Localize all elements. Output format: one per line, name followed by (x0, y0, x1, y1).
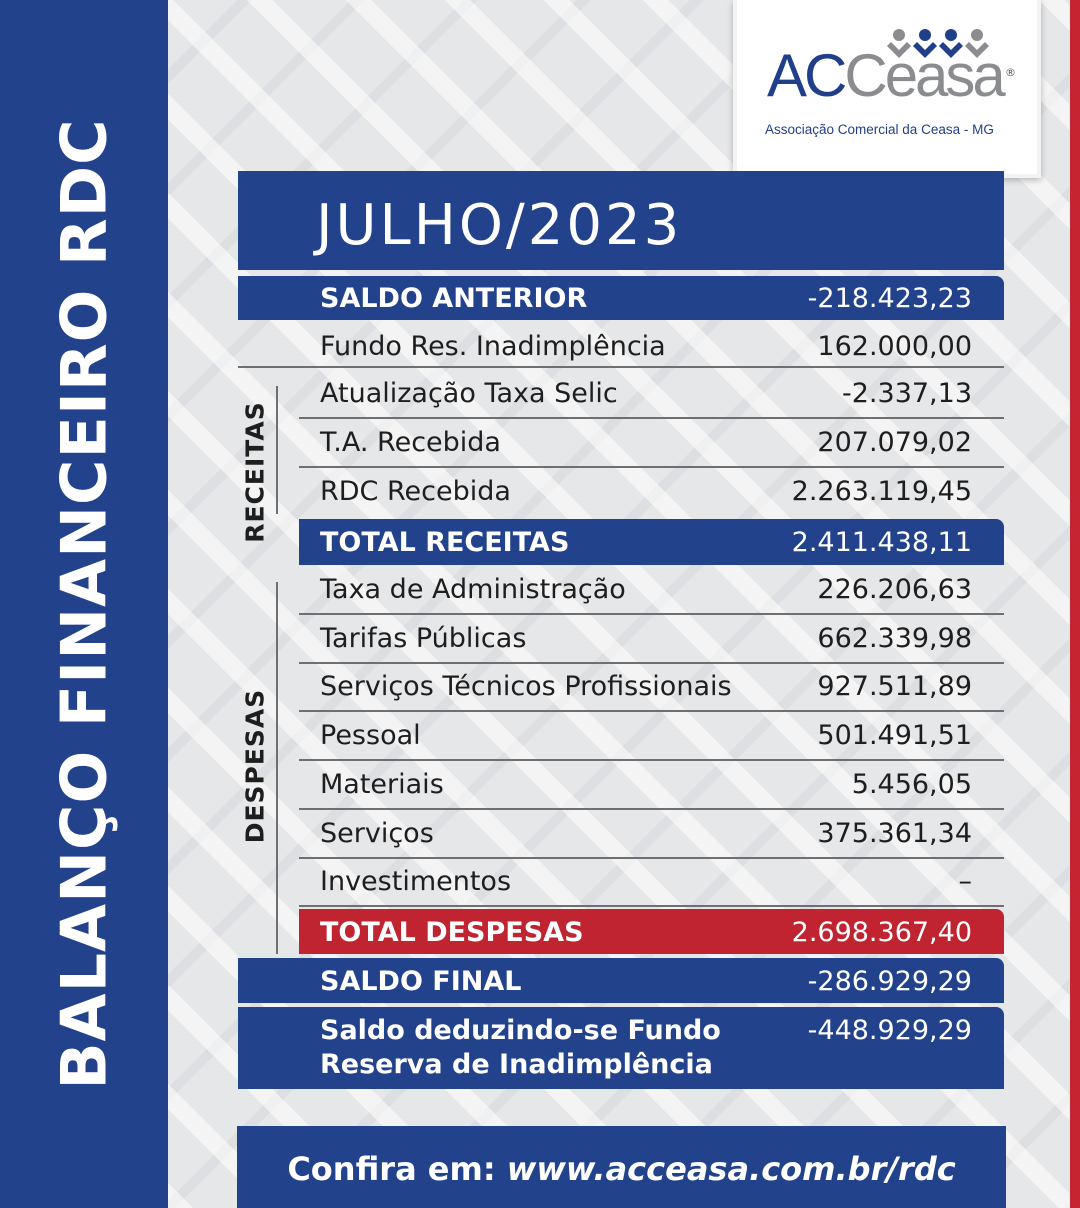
despesa-row (299, 810, 1004, 859)
fundo-label: Fundo Res. Inadimplência (320, 331, 666, 362)
receita-label: T.A. Recebida (320, 427, 501, 458)
despesas-section-label: DESPESAS (240, 688, 270, 844)
saldo-deduzido-row (238, 1007, 1004, 1089)
despesa-row (299, 761, 1004, 810)
receitas-section-label: RECEITAS (240, 401, 270, 543)
saldo-deduzido-label-line1: Saldo deduzindo-se Fundo (320, 1015, 721, 1046)
total-despesas-label: TOTAL DESPESAS (320, 917, 584, 948)
footer-prefix: Confira em: (287, 1150, 507, 1188)
despesas-bracket (276, 582, 278, 954)
despesa-label: Taxa de Administração (320, 574, 626, 605)
despesa-label: Pessoal (320, 720, 421, 751)
receitas-bracket (276, 386, 278, 514)
receita-row (299, 370, 1004, 419)
receita-value: 2.263.119,45 (791, 476, 972, 507)
logo-wordmark (767, 42, 1003, 109)
period-banner (238, 171, 1004, 270)
sidebar-title: BALANÇO FINANCEIRO RDC (47, 118, 121, 1090)
right-red-stripe (1070, 0, 1080, 1208)
despesa-value: 927.511,89 (817, 671, 972, 702)
saldo-deduzido-label-line2: Reserva de Inadimplência (320, 1049, 713, 1080)
sidebar (0, 0, 168, 1208)
despesa-row (299, 566, 1004, 615)
receita-label: Atualização Taxa Selic (320, 378, 618, 409)
saldo-anterior-label: SALDO ANTERIOR (320, 283, 588, 314)
saldo-anterior-row (238, 276, 1004, 320)
total-despesas-value: 2.698.367,40 (791, 917, 972, 948)
despesa-value: – (958, 866, 972, 897)
despesa-value: 375.361,34 (817, 818, 972, 849)
saldo-anterior-value: -218.423,23 (807, 283, 972, 314)
saldo-final-value: -286.929,29 (807, 966, 972, 997)
logo (733, 0, 1041, 178)
receita-value: 207.079,02 (817, 427, 972, 458)
saldo-final-label: SALDO FINAL (320, 966, 522, 997)
footer-banner (237, 1126, 1006, 1208)
footer-text (237, 1150, 1006, 1188)
receita-label: RDC Recebida (320, 476, 511, 507)
despesa-row (299, 858, 1004, 907)
despesa-label: Tarifas Públicas (320, 623, 527, 654)
despesa-row (299, 712, 1004, 761)
despesa-label: Serviços Técnicos Profissionais (320, 671, 732, 702)
logo-wordmark-ceasa: Ceasa (844, 42, 1003, 109)
despesa-value: 662.339,98 (817, 623, 972, 654)
despesa-value: 501.491,51 (817, 720, 972, 751)
receita-value: -2.337,13 (842, 378, 972, 409)
total-receitas-row (299, 519, 1004, 565)
registered-mark: ® (1005, 66, 1016, 79)
total-receitas-value: 2.411.438,11 (791, 527, 972, 558)
receita-row (299, 468, 1004, 517)
despesa-row (299, 615, 1004, 664)
despesa-label: Materiais (320, 769, 444, 800)
period-title: JULHO/2023 (316, 193, 683, 258)
despesa-value: 5.456,05 (851, 769, 972, 800)
despesa-label: Serviços (320, 818, 434, 849)
despesa-value: 226.206,63 (817, 574, 972, 605)
footer-url-link[interactable]: www.acceasa.com.br/rdc (506, 1150, 956, 1188)
receita-row (299, 419, 1004, 468)
despesa-label: Investimentos (320, 866, 512, 897)
fundo-row (238, 322, 1004, 368)
saldo-deduzido-value: -448.929,29 (807, 1015, 972, 1046)
fundo-value: 162.000,00 (817, 331, 972, 362)
saldo-final-row (238, 958, 1004, 1003)
despesa-row (299, 663, 1004, 712)
logo-subtitle: Associação Comercial da Ceasa - MG (765, 122, 994, 137)
total-despesas-row (299, 909, 1004, 954)
total-receitas-label: TOTAL RECEITAS (320, 527, 570, 558)
logo-wordmark-ac: AC (767, 42, 845, 109)
